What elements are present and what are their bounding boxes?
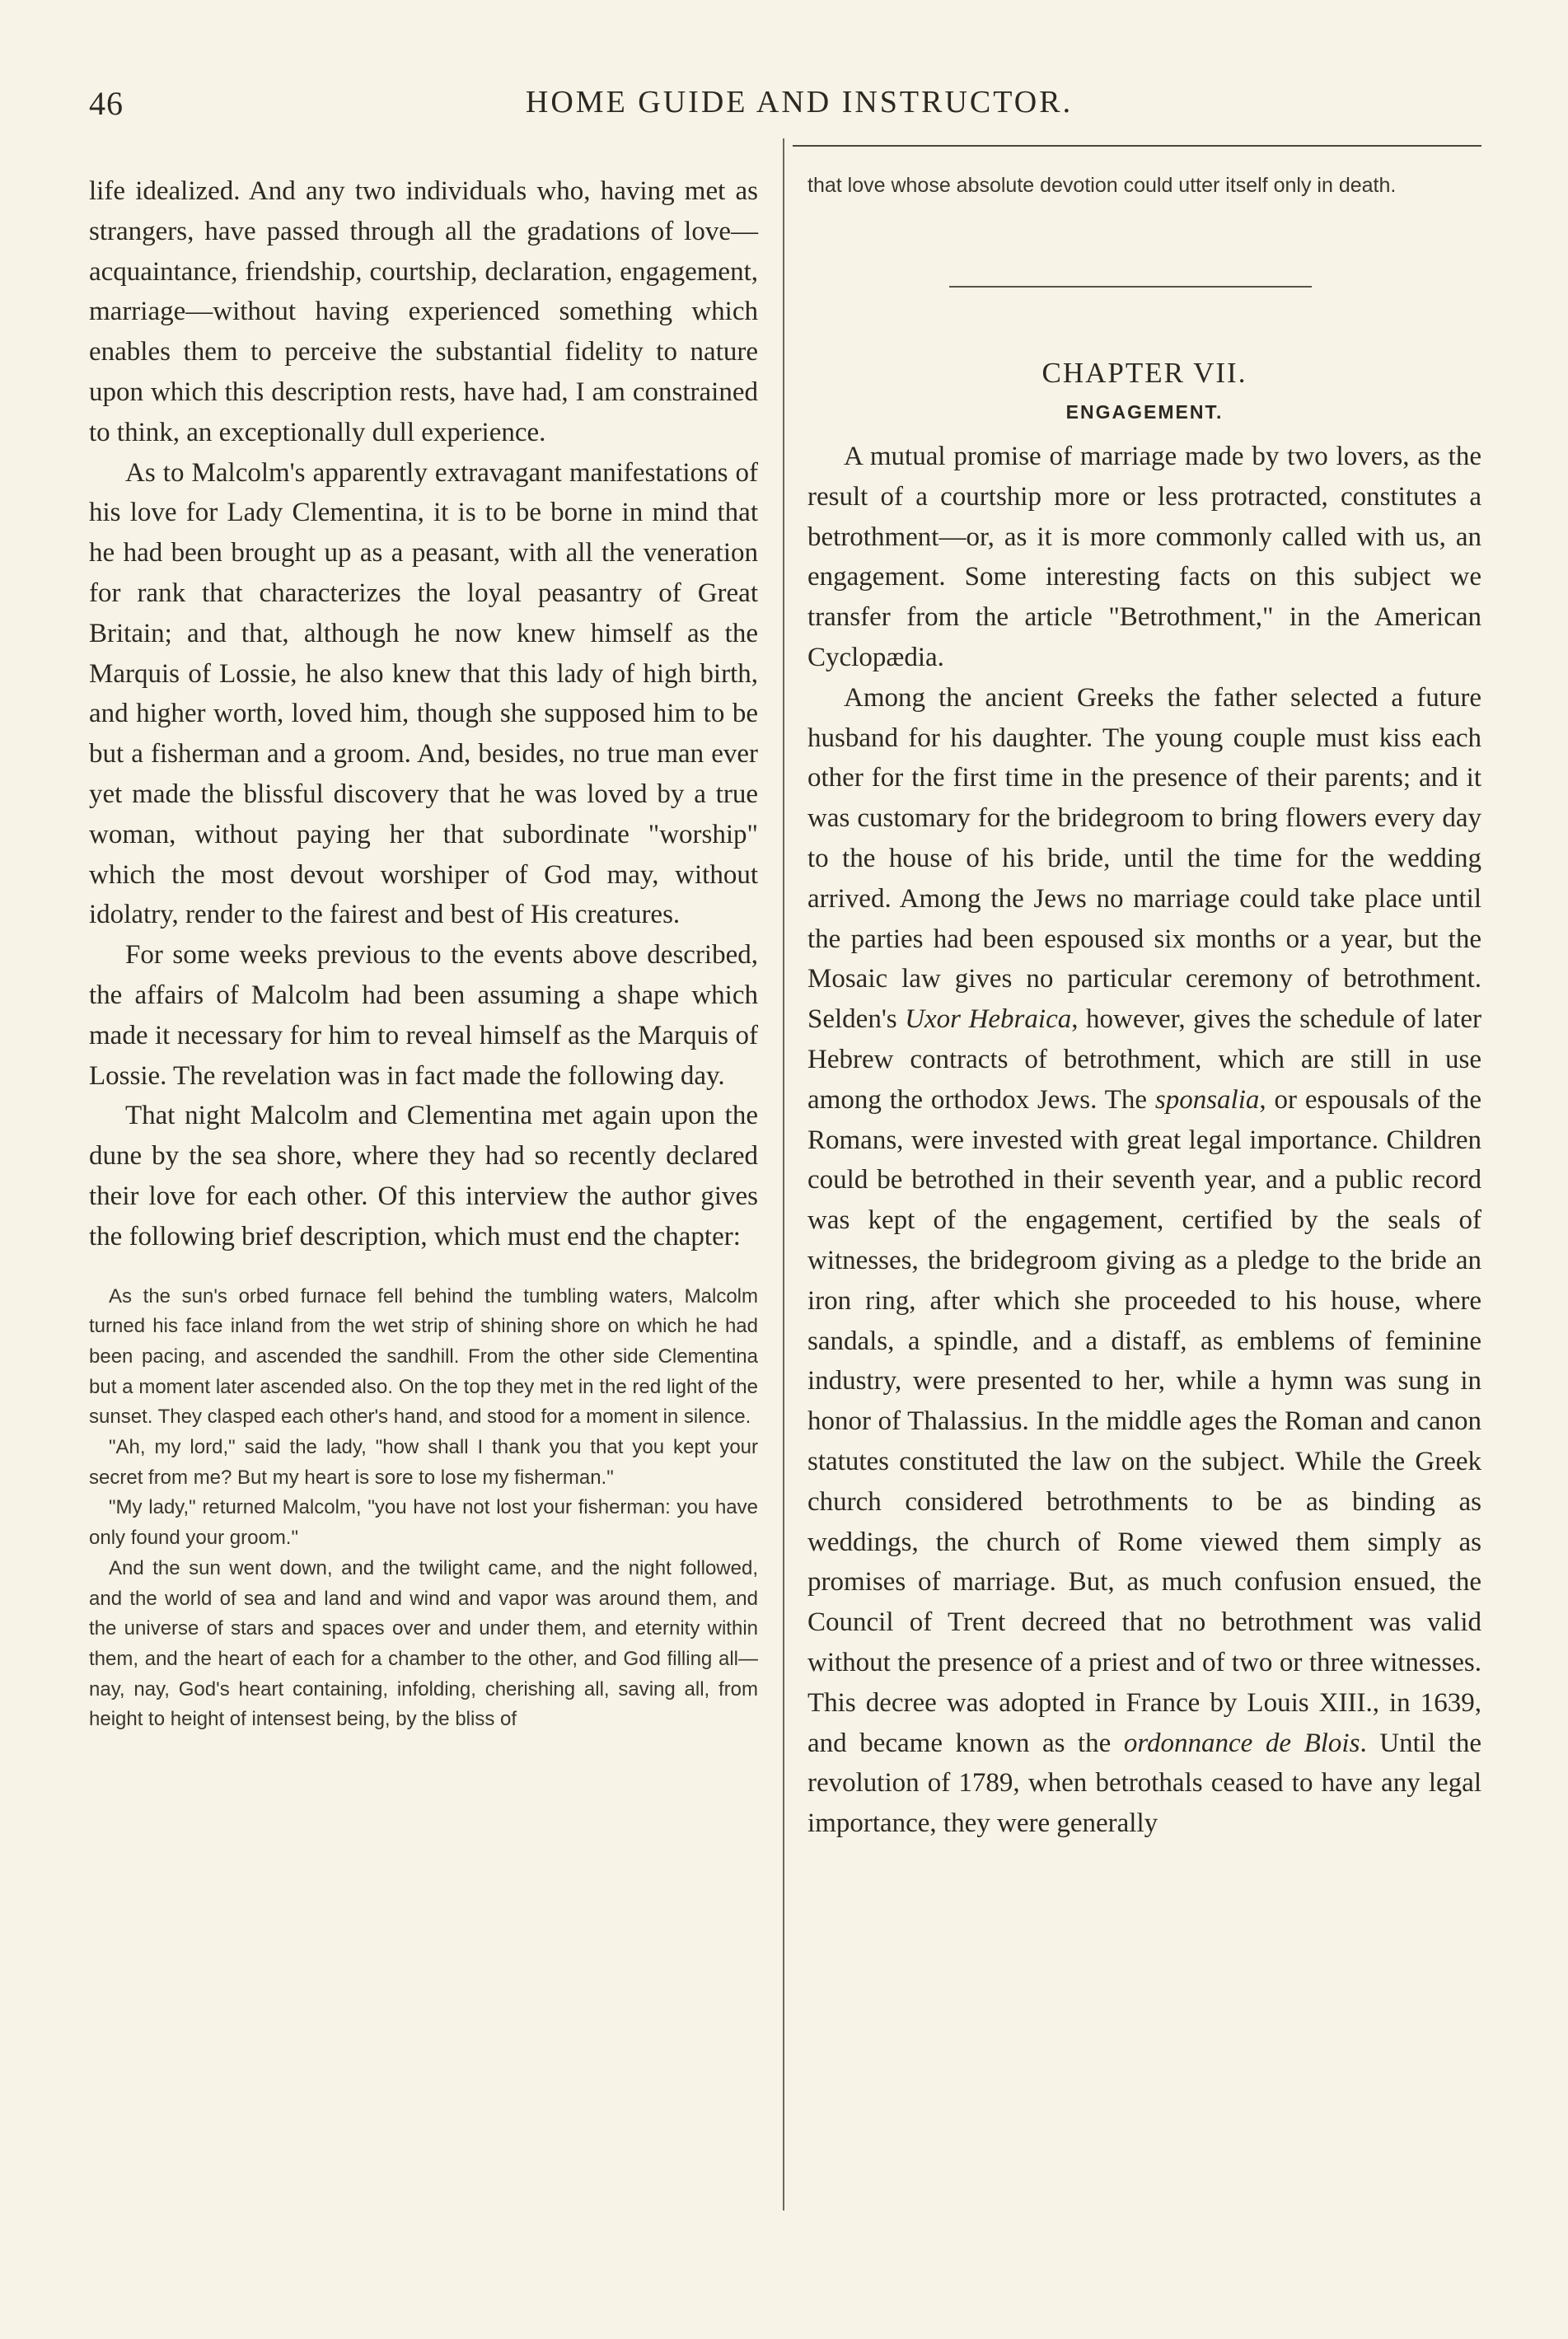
- section-divider-rule: [949, 286, 1312, 288]
- left-paragraph-4: That night Malcolm and Clementina met again upon the dune by the sea shore, where they had so recently declared their love for each other. Of this interview the author gives the following brief description, which must end the chapter:: [89, 1101, 758, 1251]
- quote-paragraph-1: As the sun's orbed furnace fell behind the tumbling waters, Malcolm turned his face inland from the wet strip of shining shore on which he had been pacing, and ascended the sandhill. From the other side Clementina but a moment later ascended also. On the top they met in the red light of the sunset. They clasped each other's hand, and stood for a moment in silence.: [89, 1284, 758, 1429]
- italic-uxor-hebraica: Uxor Hebraica: [905, 1004, 1072, 1035]
- italic-ordonnance-de-blois: ordonnance de Blois: [1123, 1728, 1360, 1758]
- right-paragraph-2-text-a: Among the ancient Greeks the father selected a future husband for his daughter. The young couple must kiss each other for the first time in the presence of their parents; and it was customary for the bridegroom to bring flowers every day to the house of his bride, until the time for the wedding arrived. Among the Jews no marriage could take place until the parties had been espoused six months or a year, but the Mosaic law gives no particular ceremony of betrothment. Selden's: [807, 682, 1481, 1035]
- running-head-title: HOME GUIDE AND INSTRUCTOR.: [525, 85, 1074, 119]
- chapter-subtitle: ENGAGEMENT.: [1065, 401, 1224, 423]
- right-paragraph-1: A mutual promise of marriage made by two lovers, as the result of a courtship more or less protracted, constitutes a betrothment—or, as it is more commonly called with us, an engagement. Some interesting facts on this subject we transfer from the article "Betrothment," in the American Cyclopædia.: [807, 442, 1481, 672]
- right-paragraph-2-text-c: , or espousals of the Romans, were invested with great legal importance. Children could be betrothed in their seventh year, and a public record was kept of the engagement, certified by the seals of witnesses, the bridegroom giving as a pledge to the bride an iron ring, after which she proceeded to his house, where sandals, a spindle, and a distaff, as emblems of feminine industry, were presented to her, while a hymn was sung in honor of Thalassius. In the middle ages the Roman and canon statutes constituted the law on the subject. While the Greek church considered betrothments to be as binding as weddings, the church of Rome viewed them simply as promises of marriage. But, as much confusion ensued, the Council of Trent decreed that no betrothment was valid without the presence of a priest and of two or three witnesses. This decree was adopted in France by Louis XIII., in 1639, and became known as the: [807, 1084, 1481, 1758]
- block-quote: [89, 1282, 758, 1736]
- quote-paragraph-4: And the sun went down, and the twilight came, and the night followed, and the world of sea and land and wind and vapor was around them, and the universe of stars and spaces over and under them, and eternity within them, and the heart of each for a chamber to the other, and God filling all—nay, nay, God's heart containing, infolding, cherishing all, saving all, from height to height of intensest being, by the bliss of: [89, 1556, 758, 1731]
- italic-sponsalia: sponsalia: [1154, 1084, 1260, 1115]
- left-paragraph-2: As to Malcolm's apparently extravagant manifestations of his love for Lady Clementina, it is to be borne in mind that he had been brought up as a peasant, with all the veneration for rank that characterizes the loyal peasantry of Great Britain; and that, although he now knew himself as the Marquis of Lossie, he also knew that this lady of high birth, and higher worth, loved him, though she supposed him to be but a fisherman and a groom. And, besides, no true man ever yet made the blissful discovery that he was loved by a true woman, without paying her that subordinate "worship" which the most devout worshiper of God may, without idolatry, render to the fairest and best of His creatures.: [89, 457, 758, 930]
- page-number: 46: [89, 85, 124, 122]
- quote-continuation: that love whose absolute devotion could utter itself only in death.: [807, 174, 1397, 197]
- left-paragraph-1: life idealized. And any two individuals who, having met as strangers, have passed through all the gradations of love—acquaintance, friendship, courtship, declaration, engagement, marriage—without having experienced something which enables them to perceive the substantial fidelity to nature upon which this description rests, have had, I am constrained to think, an exceptionally dull experience.: [89, 176, 758, 447]
- column-divider: [783, 138, 784, 2210]
- left-column: [89, 171, 758, 1735]
- left-paragraph-3: For some weeks previous to the events above described, the affairs of Malcolm had been assuming a shape which made it necessary for him to reveal himself as the Marquis of Lossie. The revelation was in fact made the following day.: [89, 940, 758, 1091]
- header-rule: [793, 145, 1481, 147]
- chapter-title: CHAPTER VII.: [1041, 357, 1247, 389]
- right-paragraph-2-text-b: , however, gives the schedule of later Hebrew contracts of betrothment, which are still in use among the orthodox Jews. The: [807, 1004, 1481, 1115]
- right-paragraph-2-text-d: . Until the revolution of 1789, when betrothals ceased to have any legal importance, they were generally: [807, 1728, 1481, 1839]
- right-column: [807, 170, 1481, 1844]
- quote-paragraph-2: "Ah, my lord," said the lady, "how shall I thank you that you kept your secret from me? But my heart is sore to lose my fisherman.": [89, 1436, 758, 1489]
- right-paragraph-2: [807, 678, 1481, 1844]
- quote-paragraph-3: "My lady," returned Malcolm, "you have not lost your fisherman: you have only found your groom.": [89, 1496, 758, 1550]
